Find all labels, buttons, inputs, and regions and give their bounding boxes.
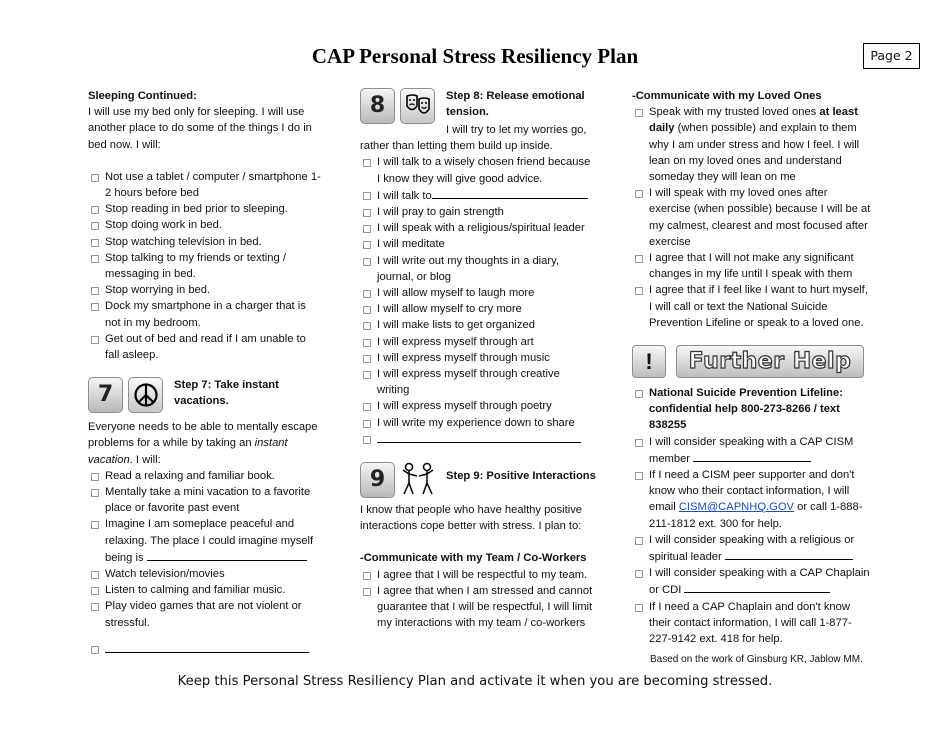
team-heading: -Communicate with my Team / Co-Workers [360, 552, 587, 565]
checklist-item[interactable]: I will speak with a religious/spiritual leader [360, 220, 593, 236]
step8-intro-first: I will try to let my worries go, [446, 124, 587, 136]
checklist-item[interactable]: I will consider speaking with a religious or spiritual leader [632, 532, 872, 565]
checklist-item[interactable]: Stop reading in bed prior to sleeping. [88, 201, 323, 217]
step8-title: Step 8: Release emotional tension. [446, 90, 585, 119]
step9-header [360, 462, 596, 502]
checklist-item[interactable]: Stop doing work in bed. [88, 217, 323, 233]
checklist-item[interactable]: I will talk to [360, 187, 593, 204]
step7-header [88, 377, 323, 425]
checklist-item-blank[interactable] [88, 641, 323, 658]
attribution-credit: Based on the work of Ginsburg KR, Jablow MM. [650, 654, 863, 665]
step8-intro-rest: rather than letting them build up inside. [360, 140, 553, 153]
checklist-item[interactable]: I will express myself through art [360, 334, 593, 350]
fill-in-line[interactable] [432, 187, 588, 199]
checklist-item[interactable]: I agree that I will be respectful to my team. [360, 567, 593, 583]
checklist-item[interactable]: I will allow myself to laugh more [360, 285, 593, 301]
checklist-item[interactable]: I agree that I will not make any significant changes in my life until I speak with them [632, 250, 872, 282]
fill-in-line[interactable] [105, 641, 309, 653]
checklist-item[interactable]: I agree that if I feel like I want to hurt myself, I will call or text the National Suicide Prevention Lifeline or speak to a loved one. [632, 282, 872, 331]
cism-email-link[interactable]: CISM@CAPNHQ.GOV [678, 501, 795, 514]
checklist-item[interactable]: Listen to calming and familiar music. [88, 582, 323, 598]
step7-intro: Everyone needs to be able to mentally escape problems for a while by taking an instant vacation. I will: [88, 421, 318, 466]
checklist-item[interactable]: I will consider speaking with a CAP CISM member [632, 434, 872, 467]
checklist-item[interactable]: I agree that when I am stressed and cannot guarantee that I will be respectful, I will limit my interactions with my team / co-workers [360, 583, 593, 632]
sleeping-heading: Sleeping Continued: [88, 90, 197, 102]
checklist-item[interactable]: Get out of bed and read if I am unable to fall asleep. [88, 331, 323, 363]
checklist-item[interactable]: I will consider speaking with a CAP Chaplain or CDI [632, 565, 872, 598]
checklist-item[interactable]: Watch television/movies [88, 566, 323, 582]
step7-title: Step 7: Take instant vacations. [174, 379, 279, 408]
checklist-item[interactable]: I will write out my thoughts in a diary, journal, or blog [360, 253, 593, 285]
sleeping-checklist [88, 169, 323, 363]
fill-in-line[interactable] [377, 431, 581, 443]
checklist-item[interactable]: Mentally take a mini vacation to a favorite place or favorite past event [88, 484, 323, 516]
fill-in-line[interactable] [147, 549, 307, 561]
exclamation-icon: ! [632, 345, 666, 378]
sleeping-intro: I will use my bed only for sleeping. I will use another place to do some of the things I do in bed now. I will: [88, 106, 312, 151]
step9-title: Step 9: Positive Interactions [446, 470, 596, 483]
step7-checklist [88, 468, 323, 658]
loved-ones-heading: -Communicate with my Loved Ones [632, 90, 822, 102]
step9-number: 9 [360, 462, 395, 498]
loved-ones-checklist [632, 104, 872, 331]
checklist-item[interactable]: Stop worrying in bed. [88, 282, 323, 298]
checklist-item[interactable]: Not use a tablet / computer / smartphone 1-2 hours before bed [88, 169, 323, 201]
page-title: CAP Personal Stress Resiliency Plan [311, 44, 639, 68]
column-middle [360, 88, 596, 631]
step8-header [360, 88, 593, 122]
checklist-item[interactable]: Speak with my trusted loved ones at least daily (when possible) and explain to them why I am under stress and how I feel. I will lean on my loved ones and understand someday they will lean on me [632, 104, 872, 185]
checklist-item[interactable]: I will speak with my loved ones after exercise (when possible) because I will be at my calmest, clearest and most focused after exercise [632, 185, 872, 250]
peace-icon [128, 377, 163, 413]
further-help-header [632, 345, 872, 377]
checklist-item[interactable]: I will pray to gain strength [360, 204, 593, 220]
checklist-item[interactable]: I will express myself through creative writing [360, 366, 593, 398]
checklist-item[interactable]: National Suicide Prevention Lifeline: confidential help 800-273-8266 / text 838255 [632, 385, 872, 434]
checklist-item[interactable]: If I need a CISM peer supporter and don't know who their contact information, I will email CISM@CAPNHQ.GOV or call 1-888-211-1812 ext. 300 for help. [632, 467, 872, 532]
further-help-checklist [632, 385, 872, 647]
column-right [632, 88, 872, 647]
checklist-item[interactable]: I will allow myself to cry more [360, 301, 593, 317]
checklist-item[interactable]: I will write my experience down to share [360, 415, 593, 431]
checklist-item[interactable]: Dock my smartphone in a charger that is not in my bedroom. [88, 298, 323, 330]
checklist-item[interactable]: Play video games that are not violent or stressful. [88, 598, 323, 630]
team-checklist [360, 567, 593, 632]
step8-number: 8 [360, 88, 395, 124]
page-number-box: Page 2 [863, 43, 920, 69]
checklist-item[interactable]: I will talk to a wisely chosen friend because I know they will give good advice. [360, 154, 593, 186]
theater-masks-icon [400, 88, 435, 124]
checklist-item[interactable]: Stop watching television in bed. [88, 234, 323, 250]
checklist-item[interactable]: I will meditate [360, 236, 593, 252]
checklist-item[interactable]: I will make lists to get organized [360, 317, 593, 333]
step7-number: 7 [88, 377, 123, 413]
checklist-item[interactable]: Read a relaxing and familiar book. [88, 468, 323, 484]
checklist-item[interactable]: I will express myself through music [360, 350, 593, 366]
checklist-item[interactable]: I will express myself through poetry [360, 398, 593, 414]
column-left [88, 88, 323, 658]
checklist-item-blank[interactable] [360, 431, 593, 448]
step8-checklist [360, 154, 593, 448]
checklist-item[interactable]: If I need a CAP Chaplain and don't know their contact information, I will call 1-877-227-9142 ext. 418 for help. [632, 599, 872, 648]
further-help-banner: Further Help [676, 345, 864, 378]
checklist-item[interactable]: Imagine I am someplace peaceful and relaxing. The place I could imagine myself being is [88, 516, 323, 566]
fill-in-line[interactable] [725, 548, 853, 560]
fill-in-line[interactable] [693, 450, 811, 462]
fill-in-line[interactable] [684, 581, 830, 593]
checklist-item[interactable]: Stop talking to my friends or texting / messaging in bed. [88, 250, 323, 282]
step9-intro: I know that people who have healthy positive interactions cope better with stress. I plan to: [360, 504, 583, 533]
people-interacting-icon [400, 462, 436, 498]
footer-note: Keep this Personal Stress Resiliency Plan and activate it when you are becoming stressed. [177, 674, 773, 689]
